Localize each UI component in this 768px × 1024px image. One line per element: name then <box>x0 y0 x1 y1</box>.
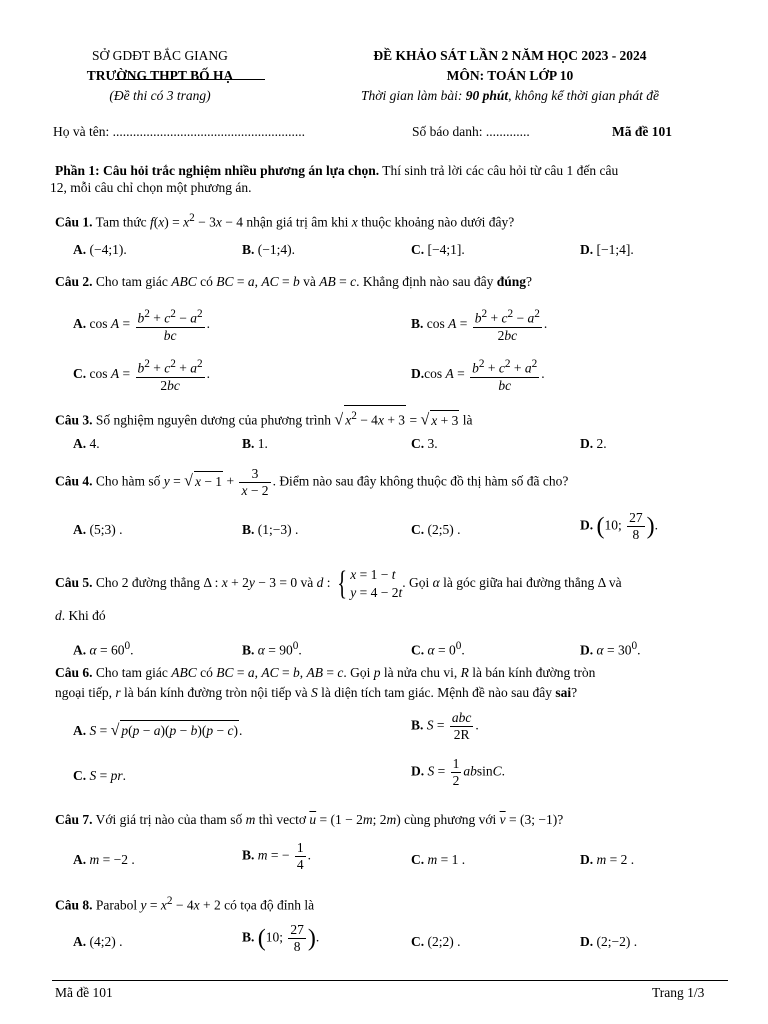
q2-strong: đúng <box>496 274 527 289</box>
q7-option-b[interactable]: B. m = − $\frac{1}{4}$ . <box>242 840 311 872</box>
q1-option-b[interactable]: B. (−1;4). <box>242 242 295 257</box>
q4-tail: . Điểm nào sau đây không thuộc đồ thị hàm số đã cho? <box>272 473 569 489</box>
q5-text: Cho 2 đường thẳng <box>95 575 200 591</box>
question-8: Câu 8. Parabol $y = x^2 - 4x + 2$ có tọa độ đỉnh là <box>55 895 315 913</box>
part1-text: Thí sinh trả lời các câu hỏi từ câu 1 đến câu <box>379 163 619 178</box>
q4-label: Câu 4. <box>55 473 93 489</box>
question-2: Câu 2. Cho tam giác ABC có BC = a, AC = b và AB = c. Khẳng định nào sau đây đúng? <box>55 274 533 289</box>
q2-tail: . Khẳng định nào sau đây <box>356 274 494 289</box>
q7-option-d[interactable]: D. m = 2 . <box>580 852 635 867</box>
q6-option-c[interactable]: C. S = pr. <box>73 768 127 783</box>
q1-text: Tam thức <box>95 214 147 230</box>
page-count-note: (Đề thi có 3 trang) <box>109 88 211 103</box>
q6-strong: sai <box>555 685 572 700</box>
q2-option-d[interactable]: D.cos A = $\frac{b^2 + c^2 + a^2}{bc}$ . <box>411 358 545 393</box>
q6-tail2: là nửa chu vi, <box>383 665 458 680</box>
q3-tail: là <box>462 412 473 428</box>
q6-option-d[interactable]: D. S = $\frac{1}{2}$ absinC. <box>411 756 506 788</box>
q8-a-text: (4;2) . <box>89 934 123 949</box>
q5-option-c[interactable]: C. $\alpha = 0^0$. <box>411 640 465 658</box>
school-name-text: TRƯỜNG THPT BỐ HẠ <box>86 68 234 83</box>
q5-option-d[interactable]: D. $\alpha = 30^0$. <box>580 640 641 658</box>
question-3: Câu 3. Số nghiệm nguyên dương của phương trình √ $x^2 - 4x + 3$ = √ x + 3 là <box>55 405 472 431</box>
q8-option-c[interactable]: C. (2;2) . <box>411 934 461 949</box>
q8-option-b[interactable]: B. (10; $\frac{27}{8}$ ). <box>242 922 320 954</box>
q4-c-text: (2;5) . <box>427 522 461 537</box>
exam-code: Mã đề 101 <box>612 124 672 139</box>
q3-a-text: 4. <box>89 436 100 451</box>
footer-exam-code: Mã đề 101 <box>55 985 113 1000</box>
q1-option-d[interactable]: D. [−1;4]. <box>580 242 634 257</box>
q2-label: Câu 2. <box>55 274 93 289</box>
q2-option-c[interactable]: C. cos A = $\frac{b^2 + c^2 + a^2}{2bc}$ . <box>73 358 210 393</box>
q2-option-a[interactable]: A. cos A = $\frac{b^2 + c^2 - a^2}{bc}$ . <box>73 308 210 343</box>
q1-tail2: thuộc khoảng nào dưới đây? <box>361 214 515 230</box>
q4-b-text: (1;−3) . <box>257 522 299 537</box>
footer-divider <box>52 980 728 981</box>
question-1: Câu 1. Tam thức $f(x) = x^2 - 3x - 4$ nhận giá trị âm khi x thuộc khoảng nào dưới đây? <box>55 212 515 230</box>
q6-line2c: là diện tích tam giác. Mệnh đề nào sau đây <box>321 685 553 700</box>
q1-a-text: (−4;1). <box>89 242 127 257</box>
q3-text: Số nghiệm nguyên dương của phương trình <box>95 412 332 428</box>
department-name: SỞ GDĐT BẮC GIANG <box>92 48 228 63</box>
q1-d-text: [−1;4]. <box>596 242 634 257</box>
q1-label: Câu 1. <box>55 214 93 230</box>
q4-option-c[interactable]: C. (2;5) . <box>411 522 461 537</box>
q2-text: Cho tam giác <box>95 274 168 289</box>
q5-option-a[interactable]: A. $\alpha = 60^0$. <box>73 640 134 658</box>
q4-option-d[interactable]: D. (10; $\frac{27}{8}$ ). <box>580 510 659 542</box>
part1-text-cont: 12, mỗi câu chỉ chọn một phương án. <box>50 180 252 195</box>
student-id-field: Số báo danh: ............. <box>412 124 530 139</box>
q2-option-b[interactable]: B. cos A = $\frac{b^2 + c^2 - a^2}{2bc}$ . <box>411 308 548 343</box>
time-suffix: , không kể thời gian phát đề <box>508 88 659 103</box>
q3-label: Câu 3. <box>55 412 93 428</box>
footer-page-number: Trang 1/3 <box>652 985 705 1000</box>
q6-tail3: là bán kính đường tròn <box>472 665 596 680</box>
q3-option-b[interactable]: B. 1. <box>242 436 268 451</box>
q1-option-a[interactable]: A. (−4;1). <box>73 242 127 257</box>
q4-option-a[interactable]: A. (5;3) . <box>73 522 123 537</box>
q5-tail2: là góc giữa hai đường thẳng Δ và <box>443 575 622 591</box>
q3-d-text: 2. <box>596 436 607 451</box>
exam-title: ĐỀ KHẢO SÁT LẦN 2 NĂM HỌC 2023 - 2024 <box>373 48 647 63</box>
time-value: 90 phút <box>465 88 509 103</box>
q3-option-a[interactable]: A. 4. <box>73 436 100 451</box>
exam-header <box>290 46 730 106</box>
subject-title: MÔN: TOÁN LỚP 10 <box>446 68 574 83</box>
q3-b-text: 1. <box>257 436 268 451</box>
q6-option-b[interactable]: B. S = $\frac{\text{abc}}{2R}$ . <box>411 710 479 742</box>
school-header <box>40 46 280 106</box>
q5-tail: . Gọi <box>402 575 430 591</box>
q1-formula: f <box>150 214 154 230</box>
q4-option-b[interactable]: B. (1;−3) . <box>242 522 299 537</box>
q6-label: Câu 6. <box>55 665 93 680</box>
q7-tail: thì vectơ <box>258 812 307 827</box>
q5-option-b[interactable]: B. $\alpha = 90^0$. <box>242 640 302 658</box>
q8-option-d[interactable]: D. (2;−2) . <box>580 934 638 949</box>
time-note <box>290 86 730 106</box>
q8-text: Parabol <box>95 897 138 913</box>
q5-line2: . Khi đó <box>61 608 106 623</box>
q6-line2b: là bán kính đường tròn nội tiếp và <box>124 685 308 700</box>
q8-label: Câu 8. <box>55 897 93 913</box>
q7-text: Với giá trị nào của tham số <box>95 812 243 827</box>
q1-b-text: (−1;4). <box>257 242 295 257</box>
q2-end: ? <box>526 274 533 289</box>
q5-label: Câu 5. <box>55 575 93 591</box>
q4-text: Cho hàm số <box>95 473 161 489</box>
q6-end: ? <box>571 685 578 700</box>
q1-option-c[interactable]: C. [−4;1]. <box>411 242 465 257</box>
question-6-cont: ngoại tiếp, r là bán kính đường tròn nội tiếp và S là diện tích tam giác. Mệnh đề nào sau đây sai? <box>55 685 578 700</box>
time-label: Thời gian làm bài: <box>361 88 466 103</box>
q8-c-text: (2;2) . <box>427 934 461 949</box>
question-6: Câu 6. Cho tam giác ABC có BC = a, AC = b, AB = c. Gọi p là nửa chu vi, R là bán kính đường tròn <box>55 665 596 680</box>
q1-tail: nhận giá trị âm khi <box>246 214 349 230</box>
q3-c-text: 3. <box>427 436 438 451</box>
student-name-field: Họ và tên: ......................................................... <box>53 124 305 139</box>
q1-c-text: [−4;1]. <box>427 242 465 257</box>
q7-option-c[interactable]: C. m = 1 . <box>411 852 466 867</box>
q3-option-c[interactable]: C. 3. <box>411 436 438 451</box>
q6-line2a: ngoại tiếp, <box>55 685 112 700</box>
q7-option-a[interactable]: A. m = −2 . <box>73 852 135 867</box>
school-name <box>40 66 280 86</box>
q8-tail: có tọa độ đỉnh là <box>224 897 315 913</box>
q7-tail2: cùng phương với <box>404 812 497 827</box>
q8-option-a[interactable]: A. (4;2) . <box>73 934 123 949</box>
q8-d-text: (2;−2) . <box>596 934 638 949</box>
question-4: Câu 4. Cho hàm số y = √ x − 1 + $\frac{3}{x - 2}$ . Điểm nào sau đây không thuộc đồ thị hàm số đã cho? <box>55 466 569 498</box>
question-7: Câu 7. Với giá trị nào của tham số m thì vectơ $\overline{u} = (1 - 2m$; 2m) cùng phương với $\overline{v} = (3$; −1)? <box>55 812 564 827</box>
part1-title: Phần 1: Câu hỏi trắc nghiệm nhiều phương án lựa chọn. <box>55 163 380 178</box>
q7-label: Câu 7. <box>55 812 93 827</box>
question-5: Câu 5. Cho 2 đường thẳng Δ : x + 2y − 3 = 0 và d : { x = 1 − t y = 4 − 2t . Gọi α là góc giữa hai đường thẳng Δ và <box>55 565 622 602</box>
question-5-cont: d. Khi đó <box>55 608 106 623</box>
q3-option-d[interactable]: D. 2. <box>580 436 607 451</box>
q6-option-a[interactable]: A. S = √ p(p − a)(p − b)(p − c). <box>73 722 243 739</box>
part1-intro <box>55 163 618 179</box>
q4-a-text: (5;3) . <box>89 522 123 537</box>
q6-text: Cho tam giác <box>95 665 168 680</box>
q6-tail: . Gọi <box>343 665 371 680</box>
school-underline <box>115 79 265 80</box>
